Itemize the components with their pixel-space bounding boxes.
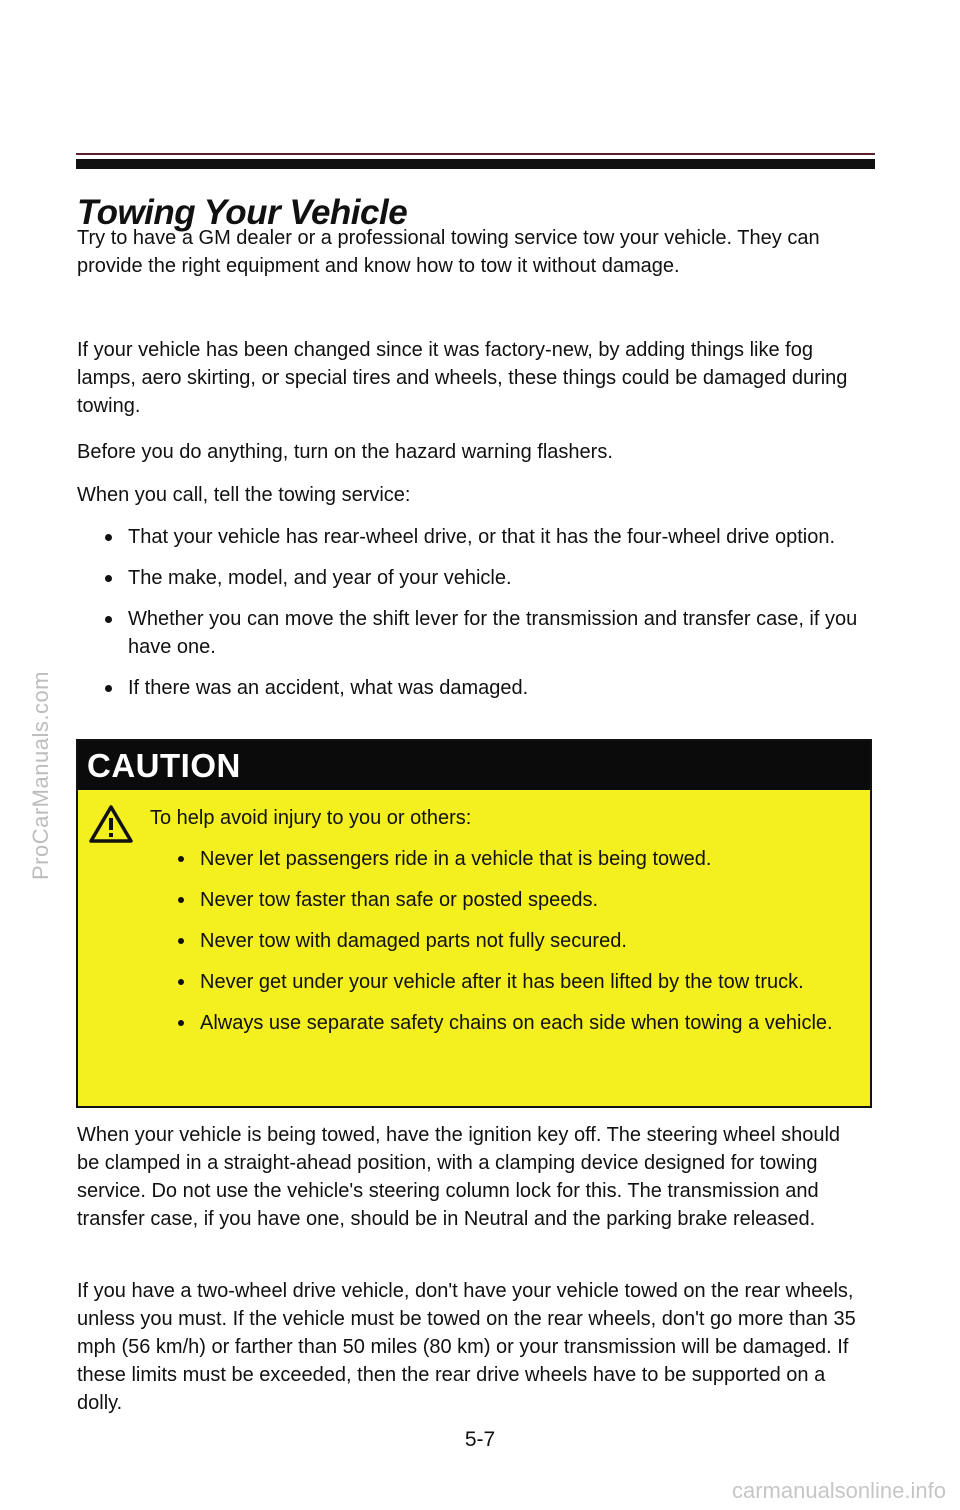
section-title: Towing Your Vehicle bbox=[77, 193, 408, 232]
page-number: 5-7 bbox=[464, 1428, 496, 1451]
caution-item: Never tow with damaged parts not fully secured. bbox=[174, 927, 854, 955]
caution-item: Never let passengers ride in a vehicle that is being towed. bbox=[174, 845, 854, 873]
towing-info-list bbox=[100, 523, 880, 715]
footer-watermark: carmanualsonline.info bbox=[731, 1478, 946, 1503]
paragraph-gm-dealer: Try to have a GM dealer or a professional towing service tow your vehicle. They can provide the right equipment and know how to tow it without damage. bbox=[77, 227, 820, 277]
caution-heading: CAUTION bbox=[78, 741, 870, 790]
warning-triangle-icon bbox=[89, 804, 133, 844]
list-item: That your vehicle has rear-wheel drive, or that it has the four-wheel drive option. bbox=[100, 523, 880, 551]
paragraph-while-towed: When your vehicle is being towed, have the ignition key off. The steering wheel should be clamped in a straight-ahead position, with a clamping device designed for towing service. Do not use the vehicle's steering column lock for this. The transmission and transfer case, if you have one, should be in Neutral and the parking brake released. bbox=[77, 1124, 841, 1230]
list-item: If there was an accident, what was damaged. bbox=[100, 674, 880, 702]
side-watermark: ProCarManuals.com bbox=[28, 670, 53, 880]
list-item: The make, model, and year of your vehicle. bbox=[100, 564, 880, 592]
paragraph-two-wheel-drive: If you have a two-wheel drive vehicle, don't have your vehicle towed on the rear wheels, unless you must. If the vehicle must be towed on the rear wheels, don't go more than 35 mph (56 km/h) or farther than 50 miles (80 km) or your transmission will be damaged. If these limits must be exceeded, then the rear drive wheels have to be supported on a dolly. bbox=[77, 1280, 856, 1414]
caution-item: Never get under your vehicle after it has been lifted by the tow truck. bbox=[174, 968, 854, 996]
caution-box bbox=[76, 739, 872, 1108]
caution-item: Always use separate safety chains on each side when towing a vehicle. bbox=[174, 1009, 854, 1037]
caution-item: Never tow faster than safe or posted speeds. bbox=[174, 886, 854, 914]
paragraph-hazard-flashers: Before you do anything, turn on the hazard warning flashers. bbox=[77, 441, 613, 463]
paragraph-tell-service: When you call, tell the towing service: bbox=[77, 484, 411, 506]
header-rule-thick bbox=[76, 159, 875, 169]
header-rule-thin bbox=[76, 153, 875, 155]
paragraph-modifications: If your vehicle has been changed since it was factory-new, by adding things like fog lamps, aero skirting, or special tires and wheels, these things could be damaged during towing. bbox=[77, 339, 848, 417]
caution-list bbox=[174, 845, 854, 1050]
list-item: Whether you can move the shift lever for the transmission and transfer case, if you have one. bbox=[100, 605, 880, 661]
caution-intro: To help avoid injury to you or others: bbox=[150, 807, 472, 829]
